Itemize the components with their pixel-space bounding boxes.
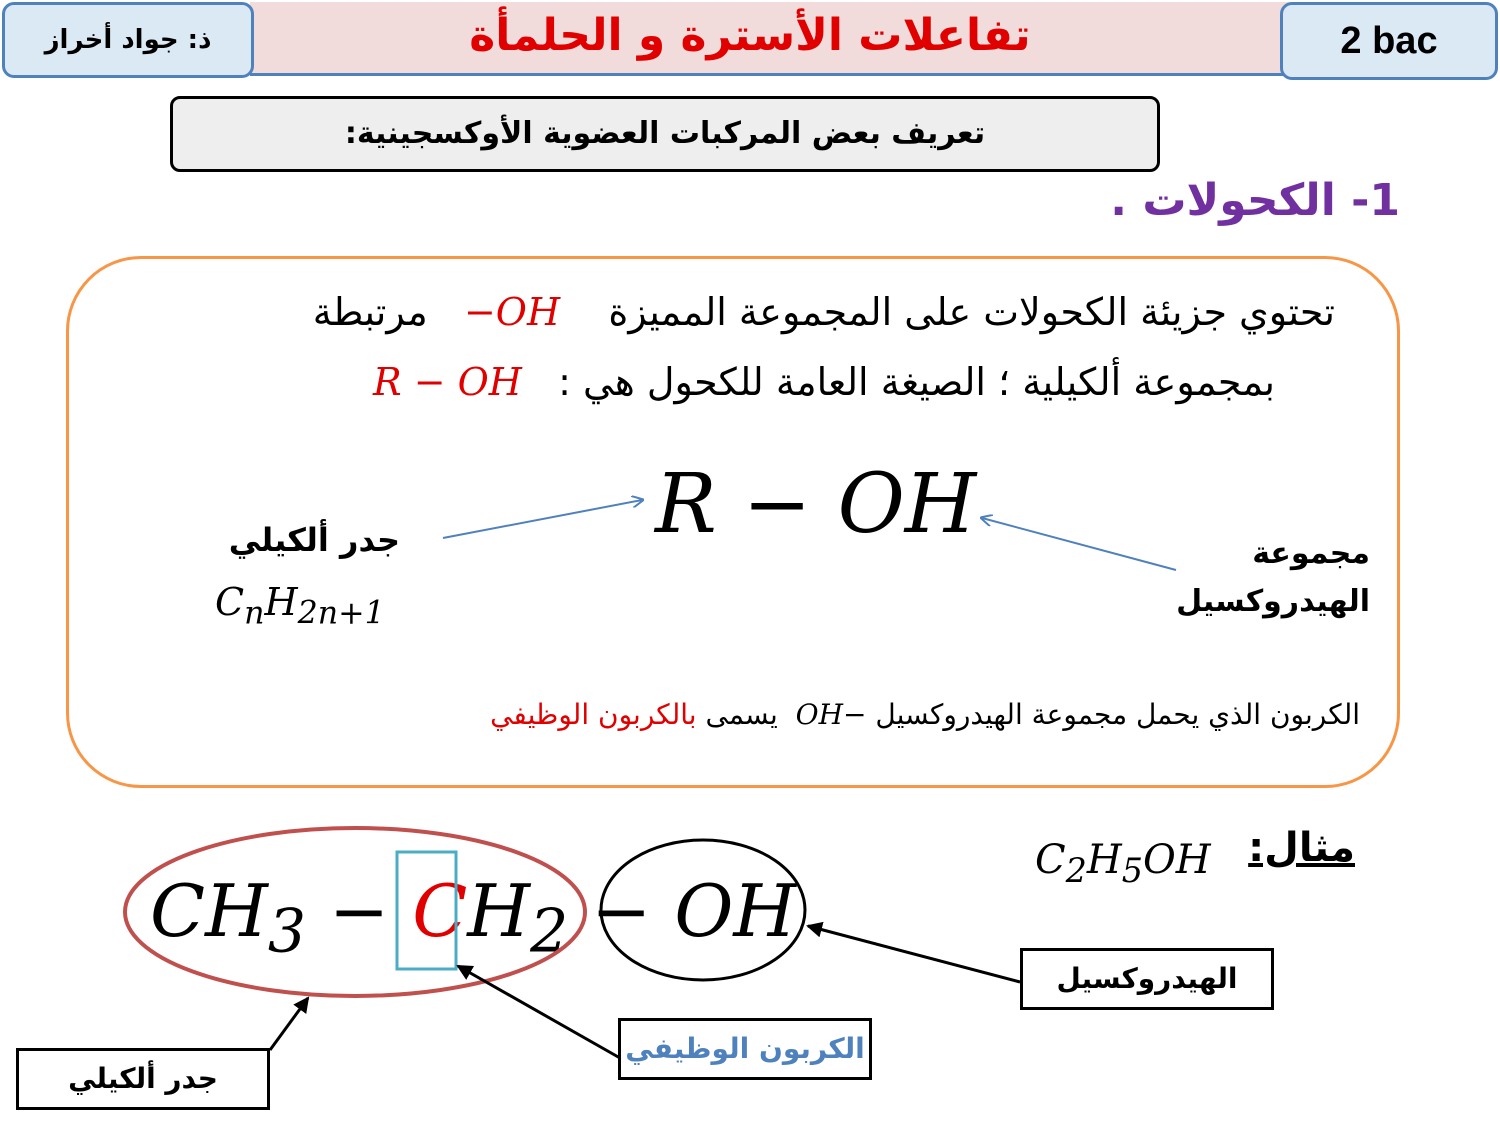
hydroxyl-ellipse xyxy=(601,840,805,980)
ex-h-sub: 5 xyxy=(1121,851,1143,890)
label-alkyl: جدر ألكيلي xyxy=(228,521,400,559)
arrow-alkyl xyxy=(443,500,642,538)
ex-h: H xyxy=(1086,837,1122,883)
line1-math: −OH xyxy=(463,290,561,334)
alkyl-c: C xyxy=(215,580,245,624)
ex-c: C xyxy=(1035,837,1066,883)
line1-end: مرتبطة xyxy=(312,290,428,334)
arrow-box-alkyl xyxy=(270,998,308,1050)
arrow-box-func xyxy=(458,966,620,1058)
eth-dash2: − xyxy=(568,869,675,953)
note-part1: الكربون الذي يحمل مجموعة الهيدروكسيل xyxy=(875,698,1360,731)
eth-sub3: 3 xyxy=(267,896,307,967)
author-box: ذ: جواد أخراز xyxy=(2,2,254,78)
ex-c-sub: 2 xyxy=(1065,851,1087,890)
note-math: OH− xyxy=(795,698,867,731)
section-title: تعريف بعض المركبات العضوية الأوكسجينية: xyxy=(170,96,1160,172)
eth-ch: CH xyxy=(150,869,268,953)
label-hydroxyl-line2: الهيدروكسيل xyxy=(1176,584,1370,619)
box-hydroxyl: الهيدروكسيل xyxy=(1020,948,1274,1010)
line2-math: R − OH xyxy=(373,360,522,404)
eth-dash1: − xyxy=(306,869,413,953)
arrow-hydroxyl xyxy=(982,518,1176,570)
alkyl-sub-2n1: 2n+1 xyxy=(297,595,385,632)
general-formula: R − OH xyxy=(655,457,977,552)
eth-oh: OH xyxy=(674,869,797,953)
eth-h: H xyxy=(467,869,531,953)
heading-alcohols: 1- الكحولات . xyxy=(1110,175,1400,226)
functional-carbon-box xyxy=(397,852,456,969)
note-part2: يسمى xyxy=(705,698,778,731)
note-red: بالكربون الوظيفي xyxy=(490,698,697,731)
page-title: تفاعلات الأسترة و الحلمأة xyxy=(469,10,1031,61)
alkyl-sub-n: n xyxy=(244,595,265,632)
label-hydroxyl-line1: مجموعة xyxy=(1252,536,1370,571)
example-label: مثال: xyxy=(1248,825,1355,871)
alkyl-ellipse xyxy=(125,828,585,996)
level-box: 2 bac xyxy=(1280,2,1498,80)
arrow-box-hydroxyl xyxy=(808,926,1020,982)
line1-text: تحتوي جزيئة الكحولات على المجموعة المميزة xyxy=(608,290,1335,334)
ex-oh: OH xyxy=(1142,837,1211,883)
eth-functional-c: C xyxy=(412,869,468,953)
line2-text: بمجموعة ألكيلية ؛ الصيغة العامة للكحول هي : xyxy=(558,360,1275,404)
eth-sub2: 2 xyxy=(530,896,569,967)
alkyl-h: H xyxy=(264,580,298,624)
box-functional-carbon: الكربون الوظيفي xyxy=(618,1018,872,1080)
box-alkyl: جدر ألكيلي xyxy=(16,1048,270,1110)
